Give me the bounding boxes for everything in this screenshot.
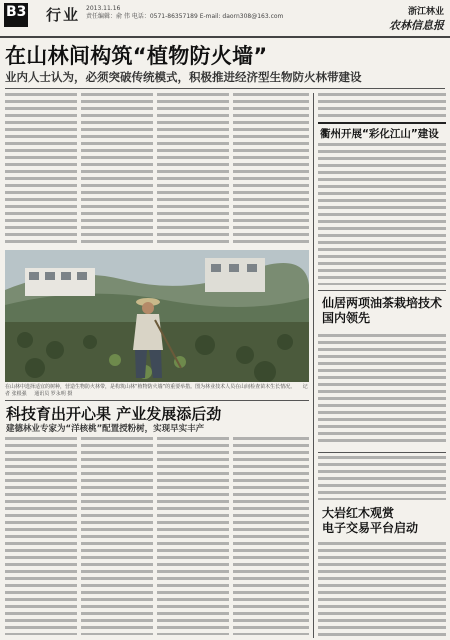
- main-headline: 在山林间构筑“植物防火墙”: [5, 44, 268, 68]
- side-article-3-body: [318, 542, 446, 636]
- side-article-1-top-rule: [318, 122, 446, 124]
- editor-line: 责任编辑：俞 伟 电话：0571-86357189 E-mail: daorn308@163.com: [86, 13, 284, 20]
- photo-caption-block: [5, 384, 309, 398]
- side-article-1-body: [318, 143, 446, 285]
- bottom-article-subtitle: 建德林业专家为“洋核桃”配置授粉树，实现早实丰产: [6, 424, 205, 434]
- bottom-article-top-rule: [5, 400, 309, 401]
- side-article-3-top-rule: [318, 452, 446, 453]
- forest-worker-photo: [5, 250, 309, 382]
- main-article-column-2: [81, 93, 153, 245]
- side-article-2-title-line-1: 仙居两项油茶栽培技术: [322, 296, 443, 310]
- main-article-column-3: [157, 93, 229, 245]
- side-article-1-bottom-rule: [318, 290, 446, 291]
- bottom-article-column-3: [157, 437, 229, 635]
- bottom-article-column-2: [81, 437, 153, 635]
- column-divider: [313, 93, 314, 638]
- side-article-3-title-line-1: 大岩红木观赏: [322, 506, 395, 520]
- photo-credit-1: 记者 张根强: [5, 384, 308, 397]
- section-name: 行业: [46, 6, 81, 24]
- side-article-3-title-line-2: 电子交易平台启动: [322, 521, 419, 535]
- masthead-main: 农林信息报: [389, 19, 444, 32]
- photo-caption: 在山林中选择适宜的树种，营造生物防火林带，是构筑山林“植物防火墙”的重要举措。图为林业技术人员在山间检查苗木生长情况。: [5, 384, 296, 390]
- bottom-article-title: 科技育出开心果 产业发展添后劲: [6, 405, 222, 423]
- main-article-column-1: [5, 93, 77, 245]
- bottom-article-column-4: [233, 437, 309, 635]
- article-photo: [5, 250, 309, 382]
- side-article-3-title: [322, 506, 418, 536]
- side-article-1-title: 衢州开展“彩化江山”建设: [320, 128, 439, 140]
- masthead-top: 浙江林业: [407, 7, 444, 17]
- section-code: B3: [6, 4, 27, 20]
- photo-credit-2: 通讯员 罗永明 摄: [34, 391, 73, 397]
- side-article-2-title-line-2: 国内领先: [322, 311, 371, 325]
- main-subheadline: 业内人士认为，必须突破传统模式，积极推进经济型生物防火林带建设: [5, 70, 362, 84]
- main-article-column-4: [233, 93, 309, 245]
- bottom-article-column-1: [5, 437, 77, 635]
- header-info: [86, 5, 283, 21]
- side-article-1-lead-text: [318, 93, 446, 117]
- side-article-2-title: [322, 296, 442, 326]
- masthead: [389, 4, 444, 33]
- headline-divider: [5, 88, 445, 89]
- side-article-3-lead-text: [318, 456, 446, 500]
- side-article-2-body: [318, 334, 446, 446]
- page-header: [0, 0, 450, 38]
- issue-date: 2013.11.16: [86, 5, 121, 12]
